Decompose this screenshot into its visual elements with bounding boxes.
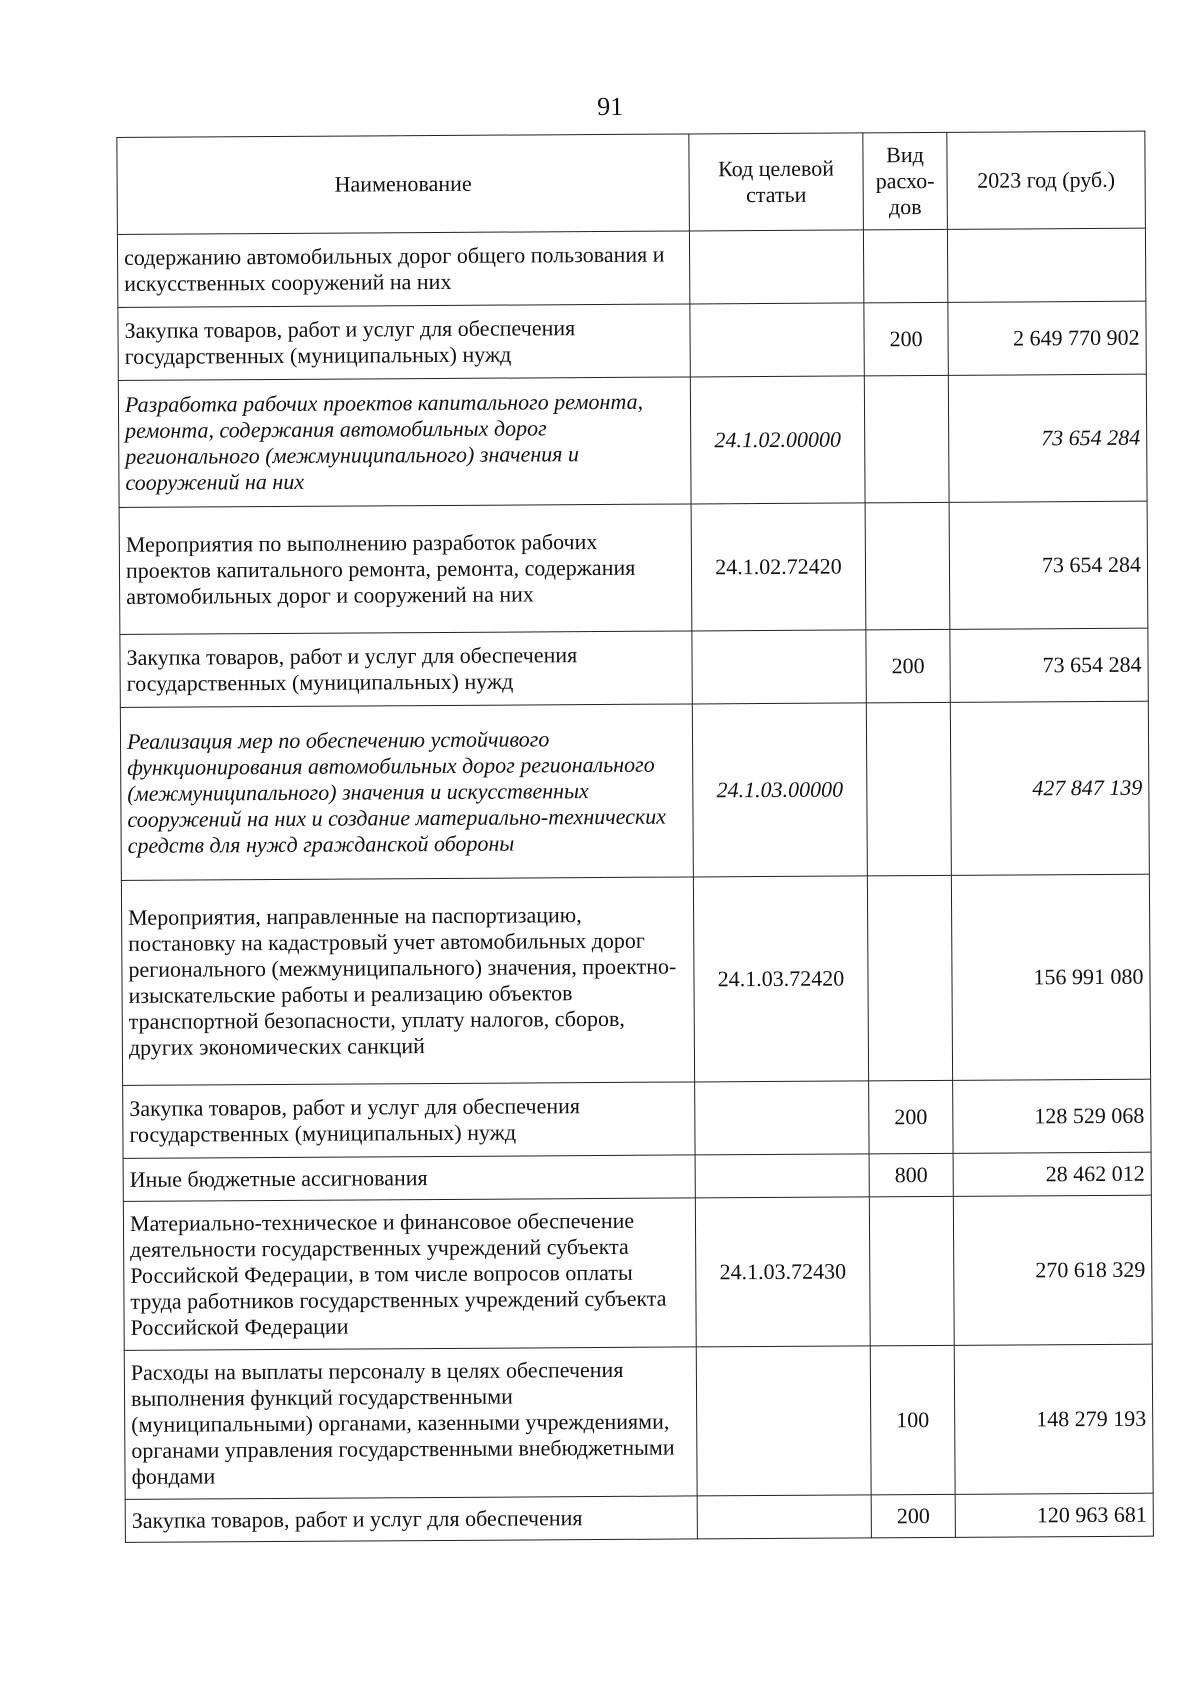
cell-code <box>697 1495 871 1539</box>
cell-code: 24.1.02.72420 <box>691 503 866 631</box>
cell-amount: 120 963 681 <box>955 1493 1153 1537</box>
cell-name: содержанию автомобильных дорог общего пользования и искусственных сооружений на них <box>117 231 689 307</box>
cell-name: Материально-техническое и финансовое обеспечение деятельности государственных учреждений субъекта Российской Федерации, в том числе вопросов оплаты труда работников государственных учреждений субъекта Российской Федерации <box>123 1198 696 1350</box>
table-row <box>118 374 1147 507</box>
cell-code <box>690 303 864 377</box>
cell-kind: 200 <box>864 302 948 376</box>
budget-table <box>116 131 1154 1543</box>
header-name: Наименование <box>117 134 690 234</box>
table-row <box>117 228 1145 307</box>
cell-name: Расходы на выплаты персоналу в целях обеспечения выполнения функций государственными (муниципальными) органами, казенными учреждениями, органами управления государственными внебюджетными фондами <box>124 1347 697 1499</box>
cell-amount: 270 618 329 <box>953 1195 1152 1345</box>
cell-code: 24.1.02.00000 <box>690 376 865 504</box>
cell-code <box>695 1154 869 1198</box>
header-code: Код целевой статьи <box>689 133 864 231</box>
cell-code <box>695 1081 869 1155</box>
cell-code <box>692 630 866 704</box>
header-kind: Вид расхо-дов <box>863 132 948 230</box>
table-row <box>123 1152 1151 1201</box>
cell-amount: 73 654 284 <box>950 628 1148 702</box>
header-amount: 2023 год (руб.) <box>947 131 1146 229</box>
cell-name: Иные бюджетные ассигнования <box>123 1155 695 1201</box>
cell-code <box>696 1346 871 1496</box>
cell-kind <box>864 375 949 503</box>
cell-kind <box>869 1196 954 1346</box>
cell-name: Закупка товаров, работ и услуг для обеспечения <box>125 1496 697 1542</box>
table-row <box>118 301 1146 380</box>
cell-name: Закупка товаров, работ и услуг для обеспечения государственных (муниципальных) нужд <box>118 304 690 380</box>
cell-name: Реализация мер по обеспечению устойчивого функционирования автомобильных дорог регионального (межмуниципального) значения и искусственных сооружений на них и создание материально-технических средств для нужд гражданской обороны <box>120 704 693 880</box>
table-row <box>123 1195 1152 1350</box>
cell-kind <box>866 702 951 876</box>
page-number: 91 <box>597 91 624 122</box>
cell-code: 24.1.03.00000 <box>692 703 867 877</box>
cell-amount: 73 654 284 <box>949 501 1148 629</box>
cell-code: 24.1.03.72420 <box>693 876 868 1082</box>
table-row <box>124 1344 1153 1499</box>
table-row <box>120 701 1149 880</box>
cell-name: Закупка товаров, работ и услуг для обеспечения государственных (муниципальных) нужд <box>123 1082 695 1158</box>
cell-amount: 427 847 139 <box>950 701 1149 875</box>
cell-name: Мероприятия, направленные на паспортизацию, постановку на кадастровый учет автомобильных дорог регионального (межмуниципального) значения, проектно-изыскательские работы и реализацию объектов транспортной безопасности, уплату налогов, сборов, других экономических санкций <box>121 877 694 1085</box>
cell-amount: 128 529 068 <box>953 1079 1151 1153</box>
cell-kind <box>863 229 947 303</box>
cell-kind: 800 <box>869 1153 953 1197</box>
cell-name: Разработка рабочих проектов капитального ремонта, ремонта, содержания автомобильных дорог регионального (межмуниципального) значения и сооружений на них <box>118 377 691 507</box>
table-row <box>123 1079 1151 1158</box>
cell-code <box>689 230 863 304</box>
table-row <box>120 628 1148 707</box>
cell-code: 24.1.03.72430 <box>695 1197 870 1347</box>
table-row <box>121 874 1150 1085</box>
cell-name: Мероприятия по выполнению разработок рабочих проектов капитального ремонта, ремонта, содержания автомобильных дорог и сооружений на них <box>119 504 692 634</box>
table-row <box>125 1493 1153 1542</box>
cell-kind <box>867 875 952 1081</box>
cell-kind: 100 <box>870 1345 955 1495</box>
cell-amount <box>947 228 1145 302</box>
cell-name: Закупка товаров, работ и услуг для обеспечения государственных (муниципальных) нужд <box>120 631 692 707</box>
cell-kind: 200 <box>869 1080 953 1154</box>
cell-kind: 200 <box>871 1494 955 1538</box>
cell-amount: 73 654 284 <box>948 374 1147 502</box>
cell-amount: 28 462 012 <box>953 1152 1151 1196</box>
cell-kind: 200 <box>866 629 950 703</box>
cell-amount: 2 649 770 902 <box>948 301 1146 375</box>
table-row <box>119 501 1148 634</box>
cell-amount: 148 279 193 <box>954 1344 1153 1494</box>
table-header-row <box>117 131 1146 234</box>
cell-amount: 156 991 080 <box>951 874 1150 1080</box>
cell-kind <box>865 502 950 630</box>
